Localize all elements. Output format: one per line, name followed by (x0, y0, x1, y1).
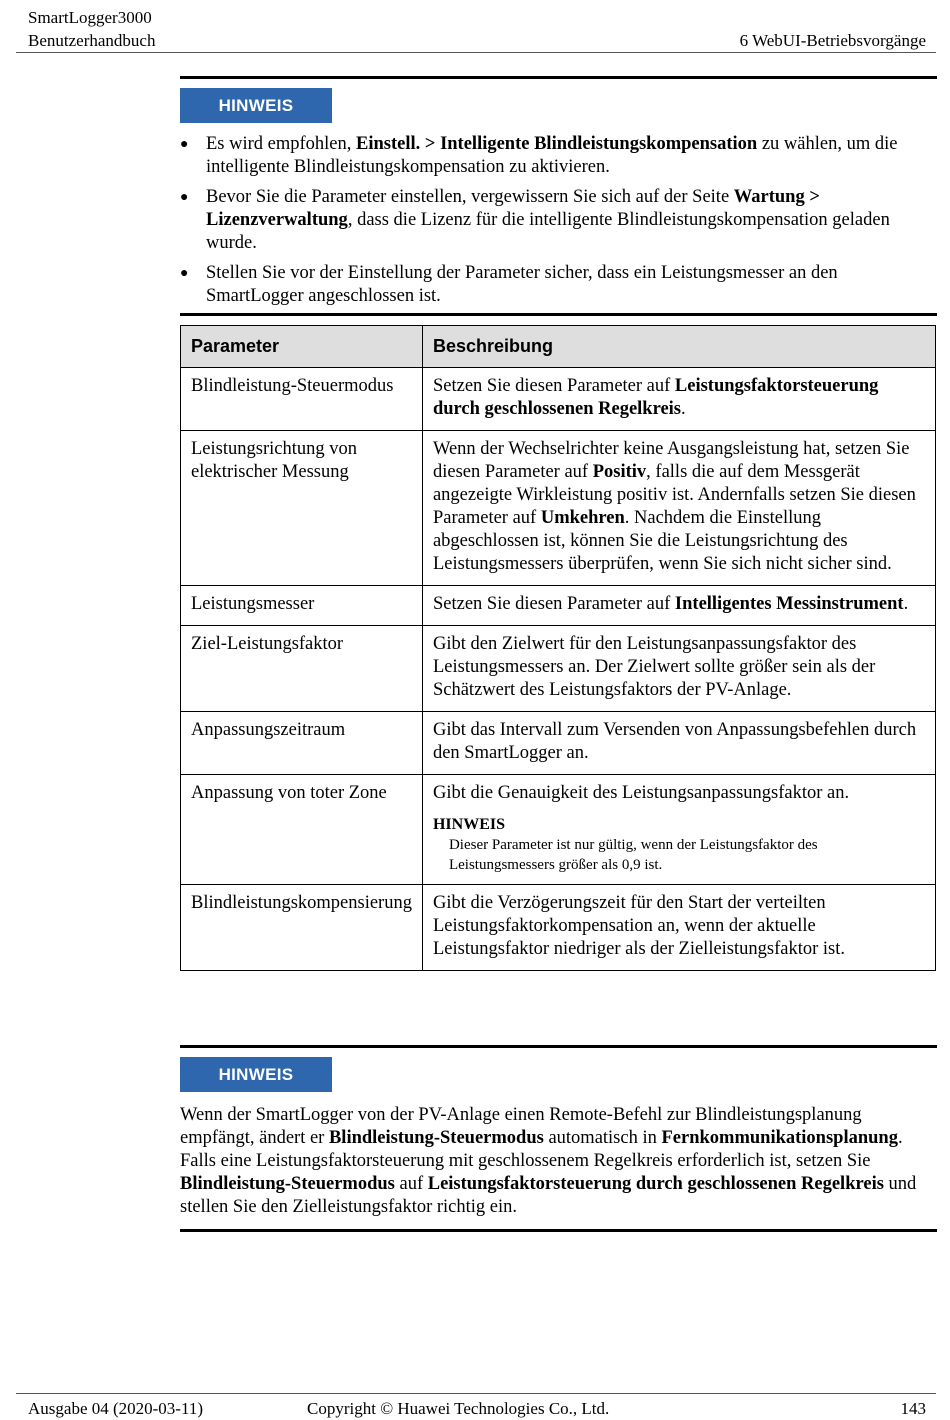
bold-term: Umkehren (540, 508, 625, 528)
note-box-1 (180, 76, 937, 315)
param-name: Ziel-Leistungsfaktor (181, 626, 423, 712)
list-item: ● Stellen Sie vor der Einstellung der Parameter sicher, dass ein Leistungsmesser an den SmartLogger angeschlossen ist. (180, 263, 838, 306)
footer-divider (16, 1393, 936, 1394)
table-header-row (181, 326, 936, 368)
param-description: Setzen Sie diesen Parameter auf Intelligentes Messinstrument. (422, 586, 935, 626)
note-box-2 (180, 1045, 937, 1232)
column-header-parameter: Parameter (181, 326, 423, 368)
product-name: SmartLogger3000 (28, 8, 152, 27)
param-name: Leistungsrichtung von elektrischer Messung (181, 431, 423, 586)
table-row (181, 712, 936, 775)
bullet-text: Es wird empfohlen, Einstell. > Intelligente Blindleistungskompensation zu wählen, um die intelligente Blindleistungskompensation zu aktivieren. (206, 134, 898, 177)
param-description: Gibt die Genauigkeit des Leistungsanpassungsfaktor an. (432, 783, 850, 803)
table-row (181, 368, 936, 431)
inner-note-text: Dieser Parameter ist nur gültig, wenn der Leistungsfaktor des Leistungsmessers größer als 0,9 ist. (448, 837, 818, 873)
bold-term: Blindleistung-Steuermodus (180, 1174, 395, 1194)
document-type: Benutzerhandbuch (28, 31, 156, 50)
table-row (181, 626, 936, 712)
table-row (181, 885, 936, 971)
param-description: Gibt die Verzögerungszeit für den Start der verteilten Leistungsfaktorkompensation an, wenn der aktuelle Leistungsfaktor niedriger als der Zielleistungsfaktor ist. (422, 885, 935, 971)
param-description: Gibt das Intervall zum Versenden von Anpassungsbefehlen durch den SmartLogger an. (422, 712, 935, 775)
bold-term: Leistungsfaktorsteuerung durch geschlossenen Regelkreis (432, 376, 879, 419)
param-name: Anpassungszeitraum (181, 712, 423, 775)
param-description: Wenn der Wechselrichter keine Ausgangsleistung hat, setzen Sie diesen Parameter auf Positiv, falls die auf dem Messgerät angezeigte Wirkleistung positiv ist. Andernfalls setzen Sie diesen Parameter auf Umkehren. Nachdem die Einstellung abgeschlossen ist, können Sie die Leistungsrichtung des Leistungsmessers überprüfen, wenn Sie sich nicht sicher sind. (422, 431, 935, 586)
param-name: Leistungsmesser (181, 586, 423, 626)
bullet-text: Stellen Sie vor der Einstellung der Parameter sicher, dass ein Leistungsmesser an den SmartLogger angeschlossen ist. (206, 263, 838, 306)
param-description: Setzen Sie diesen Parameter auf Leistungsfaktorsteuerung durch geschlossenen Regelkreis. (422, 368, 935, 431)
copyright-notice: Copyright © Huawei Technologies Co., Ltd. (307, 1399, 610, 1418)
page-header-left (28, 6, 155, 52)
bold-term: Positiv (592, 462, 647, 482)
table-row (181, 431, 936, 586)
inner-note-title: HINWEIS (432, 816, 505, 833)
table-row (181, 586, 936, 626)
note-badge: HINWEIS (180, 1057, 332, 1092)
bold-term: Blindleistung-Steuermodus (328, 1128, 544, 1148)
header-divider (16, 52, 936, 53)
note-text: Wenn der SmartLogger von der PV-Anlage einen Remote-Befehl zur Blindleistungsplanung empfängt, ändert er Blindleistung-Steuermodus automatisch in Fernkommunikationsplanung. Falls eine Leistungsfaktorsteuerung mit geschlossenem Regelkreis erforderlich ist, setzen Sie Blindleistung-Steuermodus auf Leistungsfaktorsteuerung durch geschlossenen Regelkreis und stellen Sie den Zielleistungsfaktor richtig ein. (180, 1105, 917, 1217)
page-number: 143 (900, 1399, 926, 1418)
note-bullet-list (180, 133, 937, 308)
bold-term: Einstell. > Intelligente Blindleistungskompensation (356, 134, 758, 154)
list-item: ● Es wird empfohlen, Einstell. > Intelligente Blindleistungskompensation zu wählen, um die intelligente Blindleistungskompensation zu aktivieren. (180, 134, 898, 177)
param-name: Blindleistung-Steuermodus (181, 368, 423, 431)
bold-term: Leistungsfaktorsteuerung durch geschlossenen Regelkreis (427, 1174, 884, 1194)
list-item: ● Bevor Sie die Parameter einstellen, vergewissern Sie sich auf der Seite Wartung > Lizenzverwaltung, dass die Lizenz für die intelligente Blindleistungskompensation geladen wurde. (180, 187, 890, 253)
table-row (181, 775, 936, 885)
bullet-text: Bevor Sie die Parameter einstellen, vergewissern Sie sich auf der Seite Wartung > Lizenzverwaltung, dass die Lizenz für die intelligente Blindleistungskompensation geladen wurde. (206, 187, 890, 253)
param-name: Anpassung von toter Zone (181, 775, 423, 885)
param-name: Blindleistungskompensierung (181, 885, 423, 971)
bold-term: Fernkommunikationsplanung (661, 1128, 898, 1148)
column-header-description: Beschreibung (422, 326, 935, 368)
bold-term: Intelligentes Messinstrument (674, 594, 904, 614)
chapter-title: 6 WebUI-Betriebsvorgänge (739, 31, 926, 50)
bold-term: Wartung > Lizenzverwaltung (206, 187, 820, 230)
edition-info: Ausgabe 04 (2020-03-11) (28, 1399, 203, 1418)
note-divider (180, 313, 937, 316)
note-badge: HINWEIS (180, 88, 332, 123)
param-description-cell (422, 775, 935, 885)
param-description: Gibt den Zielwert für den Leistungsanpassungsfaktor des Leistungsmessers an. Der Zielwert sollte größer sein als der Schätzwert des Leistungsfaktors der PV-Anlage. (422, 626, 935, 712)
parameter-table (180, 325, 936, 971)
